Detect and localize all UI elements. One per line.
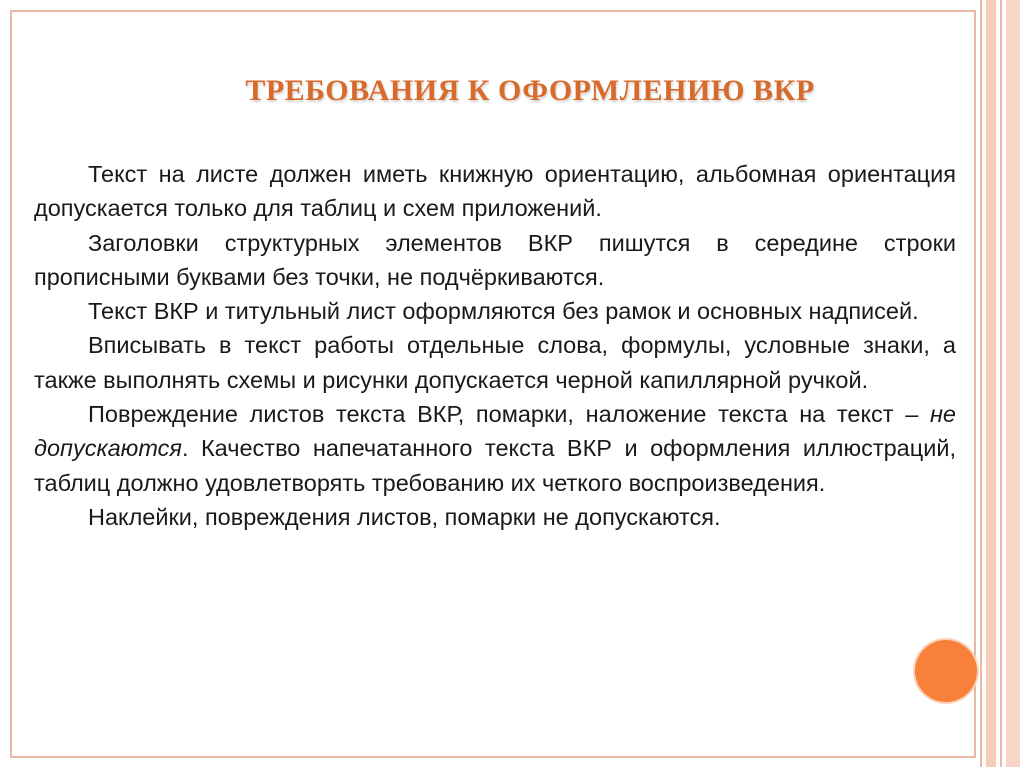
paragraph-damage (34, 397, 956, 500)
stripe (1000, 0, 1002, 767)
paragraph-stickers: Наклейки, повреждения листов, помарки не допускаются. (88, 503, 721, 530)
paragraph-damage-end: . Качество напечатанного текста ВКР и оформления иллюстраций, таблиц должно удовлетворять требованию их четкого воспроизведения. (34, 435, 956, 496)
orange-circle-decoration (915, 640, 977, 702)
paragraph-handwriting: Вписывать в текст работы отдельные слова, формулы, условные знаки, а также выполнять схемы и рисунки допускается черной капиллярной ручкой. (34, 332, 956, 393)
paragraph-damage-start: Повреждение листов текста ВКР, помарки, наложение текста на текст – (88, 401, 930, 428)
paragraph-frames: Текст ВКР и титульный лист оформляются без рамок и основных надписей. (88, 298, 919, 325)
paragraph-headings: Заголовки структурных элементов ВКР пишутся в середине строки прописными буквами без точки, не подчёркиваются. (34, 229, 956, 290)
stripe (980, 0, 982, 767)
stripe (1006, 0, 1020, 767)
decorative-stripes (976, 0, 1024, 767)
paragraph-orientation: Текст на листе должен иметь книжную ориентацию, альбомная ориентация допускается только для таблиц и схем приложений. (34, 161, 956, 222)
stripe (986, 0, 996, 767)
slide-title: ТРЕБОВАНИЯ К ОФОРМЛЕНИЮ ВКР (245, 74, 815, 107)
slide-body (34, 157, 956, 534)
paragraph-damage-emphasis: не допускаются (34, 401, 956, 462)
